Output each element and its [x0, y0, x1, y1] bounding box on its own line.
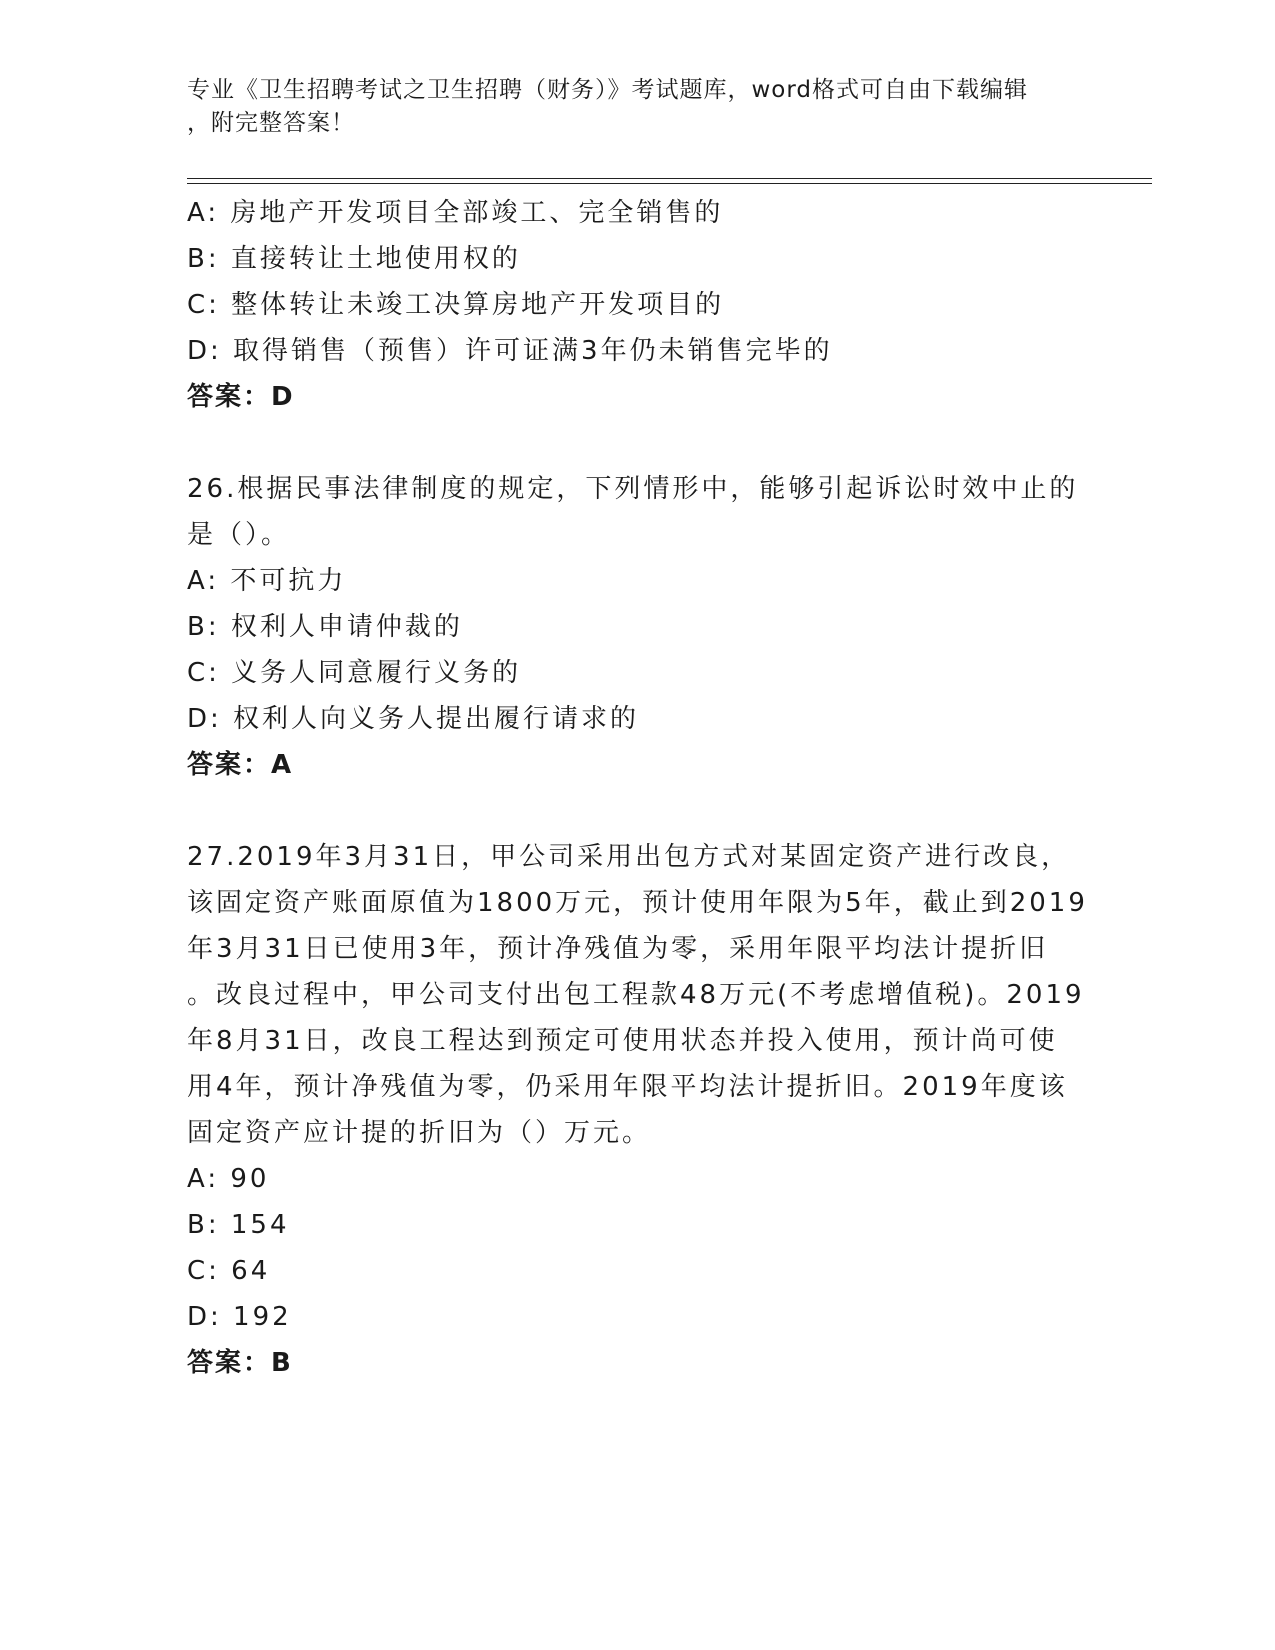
- option-c: C: 义务人同意履行义务的: [187, 658, 522, 688]
- answer-line: 答案：B: [187, 1348, 293, 1378]
- question-27: [187, 834, 1087, 1386]
- question-stem-line: 。改良过程中，甲公司支付出包工程款48万元(不考虑增值税)。2019: [187, 980, 1085, 1010]
- option-b: B: 154: [187, 1210, 290, 1240]
- option-d: D: 192: [187, 1302, 292, 1332]
- option-d: D: 取得销售（预售）许可证满3年仍未销售完毕的: [187, 336, 833, 366]
- option-c: C: 整体转让未竣工决算房地产开发项目的: [187, 290, 725, 320]
- question-stem-line: 该固定资产账面原值为1800万元，预计使用年限为5年，截止到2019: [187, 888, 1088, 918]
- spacer: [187, 788, 1087, 834]
- question-stem-line: 年3月31日已使用3年，预计净残值为零，采用年限平均法计提折旧: [187, 934, 1049, 964]
- option-b: B: 权利人申请仲裁的: [187, 612, 463, 642]
- question-26: [187, 466, 1087, 788]
- header-divider-bottom: [187, 183, 1152, 184]
- question-content: [187, 190, 1087, 1386]
- spacer: [187, 420, 1087, 466]
- question-stem-line: 27.2019年3月31日，甲公司采用出包方式对某固定资产进行改良，: [187, 842, 1071, 872]
- option-b: B: 直接转让土地使用权的: [187, 244, 521, 274]
- option-a: A: 不可抗力: [187, 566, 347, 596]
- answer-line: 答案：A: [187, 750, 294, 780]
- option-a: A: 房地产开发项目全部竣工、完全销售的: [187, 198, 724, 228]
- question-stem-line: 是（）。: [187, 520, 291, 550]
- header-line-2: ，附完整答案！: [187, 110, 355, 136]
- header-line-1: 专业《卫生招聘考试之卫生招聘（财务）》考试题库，word格式可自由下载编辑: [187, 77, 1029, 103]
- answer-line: 答案：D: [187, 382, 295, 412]
- question-stem-line: 年8月31日，改良工程达到预定可使用状态并投入使用，预计尚可使: [187, 1026, 1058, 1056]
- option-c: C: 64: [187, 1256, 271, 1286]
- document-header: [187, 74, 1087, 140]
- question-stem-line: 固定资产应计提的折旧为（）万元。: [187, 1118, 652, 1148]
- option-d: D: 权利人向义务人提出履行请求的: [187, 704, 640, 734]
- question-stem-line: 用4年，预计净残值为零，仍采用年限平均法计提折旧。2019年度该: [187, 1072, 1068, 1102]
- header-divider-top: [187, 178, 1152, 179]
- option-a: A: 90: [187, 1164, 270, 1194]
- question-25: [187, 190, 1087, 420]
- question-stem-line: 26.根据民事法律制度的规定，下列情形中，能够引起诉讼时效中止的: [187, 474, 1079, 504]
